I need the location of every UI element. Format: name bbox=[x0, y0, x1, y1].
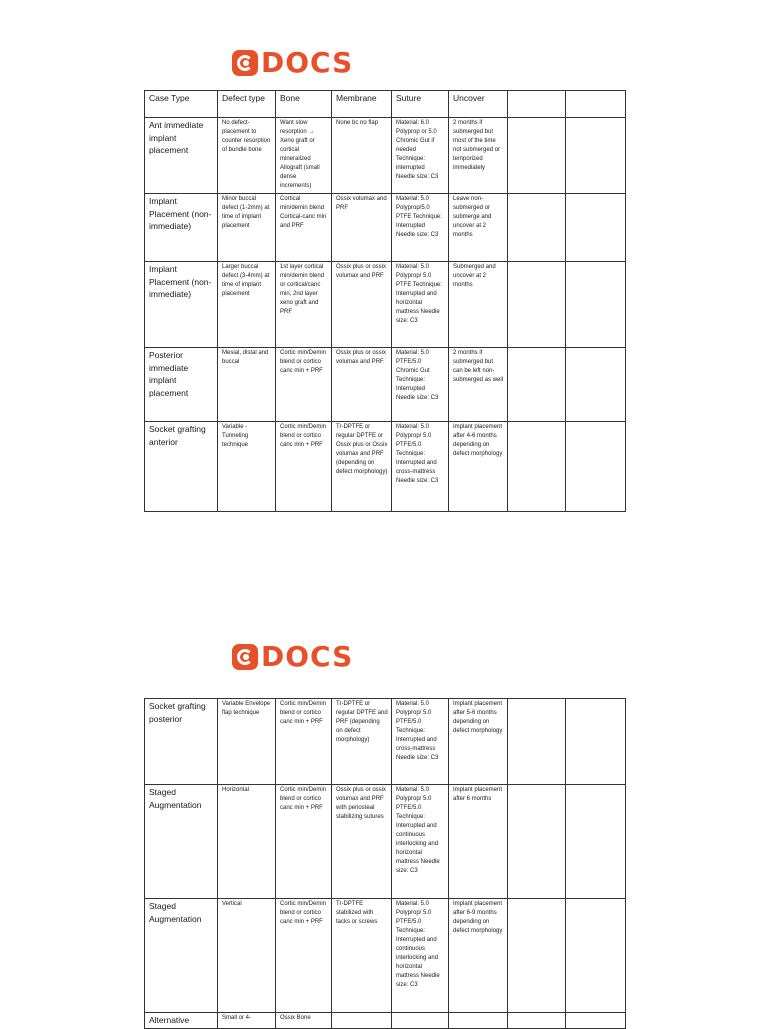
cell-extra-1 bbox=[508, 899, 566, 1013]
cell-defect-type: Variable - Tunneling technique bbox=[218, 422, 276, 512]
docs-logo-icon bbox=[232, 50, 258, 76]
cell-defect-type: Larger buccal defect (3-4mm) at time of implant placement bbox=[218, 262, 276, 348]
cell-extra-1 bbox=[508, 422, 566, 512]
table-row bbox=[145, 899, 626, 1013]
cell-case-type: Socket grafting posterior bbox=[145, 699, 218, 785]
cell-suture: Material: 5.0 Polyprop/ 5.0 PTFE Technique: Interrupted and horizontal mattress Needle size: C3 bbox=[392, 262, 449, 348]
cell-bone: Cortic min/Demin blend or cortico canc min + PRF bbox=[276, 899, 332, 1013]
cell-defect-type: Horizontal bbox=[218, 785, 276, 899]
cell-extra-1 bbox=[508, 699, 566, 785]
docs-logo bbox=[232, 642, 353, 672]
header-empty-1 bbox=[508, 91, 566, 118]
cell-bone: Cortic min/Demin blend or cortico canc min + PRF bbox=[276, 699, 332, 785]
cell-membrane: Tr-DPTFE or regular DPTFE or Ossix plus or Ossix volumax and PRF (depending on defect morphology) bbox=[332, 422, 392, 512]
cell-membrane: Ossix plus or ossix volumax and PRF bbox=[332, 348, 392, 422]
docs-logo bbox=[232, 48, 353, 78]
cell-extra-2 bbox=[566, 348, 626, 422]
cell-bone: Cortic min/Demin blend or cortico canc min + PRF bbox=[276, 348, 332, 422]
cell-extra-2 bbox=[566, 262, 626, 348]
table-row bbox=[145, 422, 626, 512]
docs-logo-icon bbox=[232, 644, 258, 670]
cell-membrane: Tr-DPTFE stabilized with tacks or screws bbox=[332, 899, 392, 1013]
cell-suture: Material: 5.0 Polyprop/ 5.0 PTFE/5.0 Technique: Interrupted and continuous interlocking and horizontal mattress Needle size: C3 bbox=[392, 899, 449, 1013]
cell-uncover bbox=[449, 1013, 508, 1029]
cell-case-type: Staged Augmentation bbox=[145, 785, 218, 899]
header-bone: Bone bbox=[276, 91, 332, 118]
cell-defect-type: Small or 4- bbox=[218, 1013, 276, 1029]
cell-case-type: Implant Placement (non-immediate) bbox=[145, 262, 218, 348]
cell-uncover: Implant placement after 5-6 months depending on defect morphology bbox=[449, 699, 508, 785]
cell-extra-2 bbox=[566, 194, 626, 262]
cell-membrane: None bc no flap bbox=[332, 118, 392, 194]
cell-extra-1 bbox=[508, 118, 566, 194]
cell-case-type: Socket grafting anterior bbox=[145, 422, 218, 512]
cell-bone: Cortic min/Demin blend or cortico canc min + PRF bbox=[276, 785, 332, 899]
cell-bone: 1st layer cortical min/demin blend or cortical/canc min, 2nd layer xeno graft and PRF bbox=[276, 262, 332, 348]
cell-bone: Ossix Bone bbox=[276, 1013, 332, 1029]
cell-case-type: Ant immediate implant placement bbox=[145, 118, 218, 194]
table-row bbox=[145, 194, 626, 262]
cell-defect-type: Mesial, distal and buccal bbox=[218, 348, 276, 422]
cell-case-type: Implant Placement (non-immediate) bbox=[145, 194, 218, 262]
treatment-table-page-2 bbox=[144, 698, 626, 1029]
cell-bone: Want slow resorption → Xeno graft or cortical mineralized Allograft (small dense increments) bbox=[276, 118, 332, 194]
cell-defect-type: Minor buccal defect (1-2mm) at time of implant placement bbox=[218, 194, 276, 262]
cell-membrane: Ossix plus or ossix volumax and PRF with periosteal stabilizing sutures bbox=[332, 785, 392, 899]
cell-defect-type: Vertical bbox=[218, 899, 276, 1013]
cell-uncover: Implant placement after 6-9 months depending on defect morphology bbox=[449, 899, 508, 1013]
cell-uncover: Submerged and uncover at 2 months bbox=[449, 262, 508, 348]
cell-uncover: 2 months if submerged but can be left non-submerged as well bbox=[449, 348, 508, 422]
cell-membrane: Tr-DPTFE or regular DPTFE and PRF (depending on defect morphology) bbox=[332, 699, 392, 785]
table-row bbox=[145, 118, 626, 194]
cell-uncover: 2 months if submerged but most of the time not submerged or temporized immediately bbox=[449, 118, 508, 194]
table-header-row bbox=[145, 91, 626, 118]
cell-defect-type: No defect- placement to counter resorption of bundle bone bbox=[218, 118, 276, 194]
table-row bbox=[145, 348, 626, 422]
header-membrane: Membrane bbox=[332, 91, 392, 118]
cell-uncover: Leave non-submerged or submerge and uncover at 2 months bbox=[449, 194, 508, 262]
cell-extra-2 bbox=[566, 422, 626, 512]
header-empty-2 bbox=[566, 91, 626, 118]
cell-defect-type: Variable Envelope flap technique bbox=[218, 699, 276, 785]
table-row bbox=[145, 785, 626, 899]
cell-case-type: Posterior immediate implant placement bbox=[145, 348, 218, 422]
header-defect-type: Defect type bbox=[218, 91, 276, 118]
docs-logo-text: DOCS bbox=[261, 640, 354, 673]
header-uncover: Uncover bbox=[449, 91, 508, 118]
cell-bone: Cortical min/demin blend Cortical-canc min and PRF bbox=[276, 194, 332, 262]
cell-extra-1 bbox=[508, 262, 566, 348]
table-row bbox=[145, 699, 626, 785]
cell-membrane: Ossix plus or ossix volumax and PRF bbox=[332, 262, 392, 348]
cell-extra-1 bbox=[508, 785, 566, 899]
cell-uncover: Implant placement after 4-6 months depending on defect morphology bbox=[449, 422, 508, 512]
cell-extra-2 bbox=[566, 1013, 626, 1029]
cell-suture: Material: 5.0 PTFE/5.0 Chromic Gut Technique: Interrupted Needle size: C3 bbox=[392, 348, 449, 422]
header-suture: Suture bbox=[392, 91, 449, 118]
cell-case-type: Alternative bbox=[145, 1013, 218, 1029]
treatment-table-page-1 bbox=[144, 90, 626, 512]
cell-membrane bbox=[332, 1013, 392, 1029]
cell-uncover: Implant placement after 6 months bbox=[449, 785, 508, 899]
cell-extra-2 bbox=[566, 699, 626, 785]
cell-suture: Material: 5.0 Polyprop/ 5.0 PTFE/5.0 Technique: Interrupted and cross-mattress Needle size: C3 bbox=[392, 422, 449, 512]
cell-extra-1 bbox=[508, 348, 566, 422]
cell-extra-1 bbox=[508, 1013, 566, 1029]
cell-case-type: Staged Augmentation bbox=[145, 899, 218, 1013]
table-row bbox=[145, 262, 626, 348]
cell-bone: Cortic min/Demin blend or cortico canc min + PRF bbox=[276, 422, 332, 512]
cell-suture: Material: 6.0 Polyprop or 5.0 Chromic Gut if needed Technique: interrupted Needle size: C3 bbox=[392, 118, 449, 194]
docs-logo-text: DOCS bbox=[261, 46, 354, 79]
cell-suture: Material: 5.0 Polyprop/ 5.0 PTFE/5.0 Technique: Interrupted and cross-mattress Needle size: C3 bbox=[392, 699, 449, 785]
cell-extra-2 bbox=[566, 899, 626, 1013]
table-row bbox=[145, 1013, 626, 1029]
cell-membrane: Ossix volumax and PRF bbox=[332, 194, 392, 262]
cell-suture: Material: 5.0 Polyprop/ 5.0 PTFE/5.0 Technique: Interrupted and continuous interlocking and horizontal mattress Needle size: C3 bbox=[392, 785, 449, 899]
cell-extra-2 bbox=[566, 785, 626, 899]
cell-extra-2 bbox=[566, 118, 626, 194]
cell-suture bbox=[392, 1013, 449, 1029]
header-case-type: Case Type bbox=[145, 91, 218, 118]
cell-suture: Material: 5.0 Polyprop/5.0 PTFE Technique: Interrupted Needle size: C3 bbox=[392, 194, 449, 262]
cell-extra-1 bbox=[508, 194, 566, 262]
